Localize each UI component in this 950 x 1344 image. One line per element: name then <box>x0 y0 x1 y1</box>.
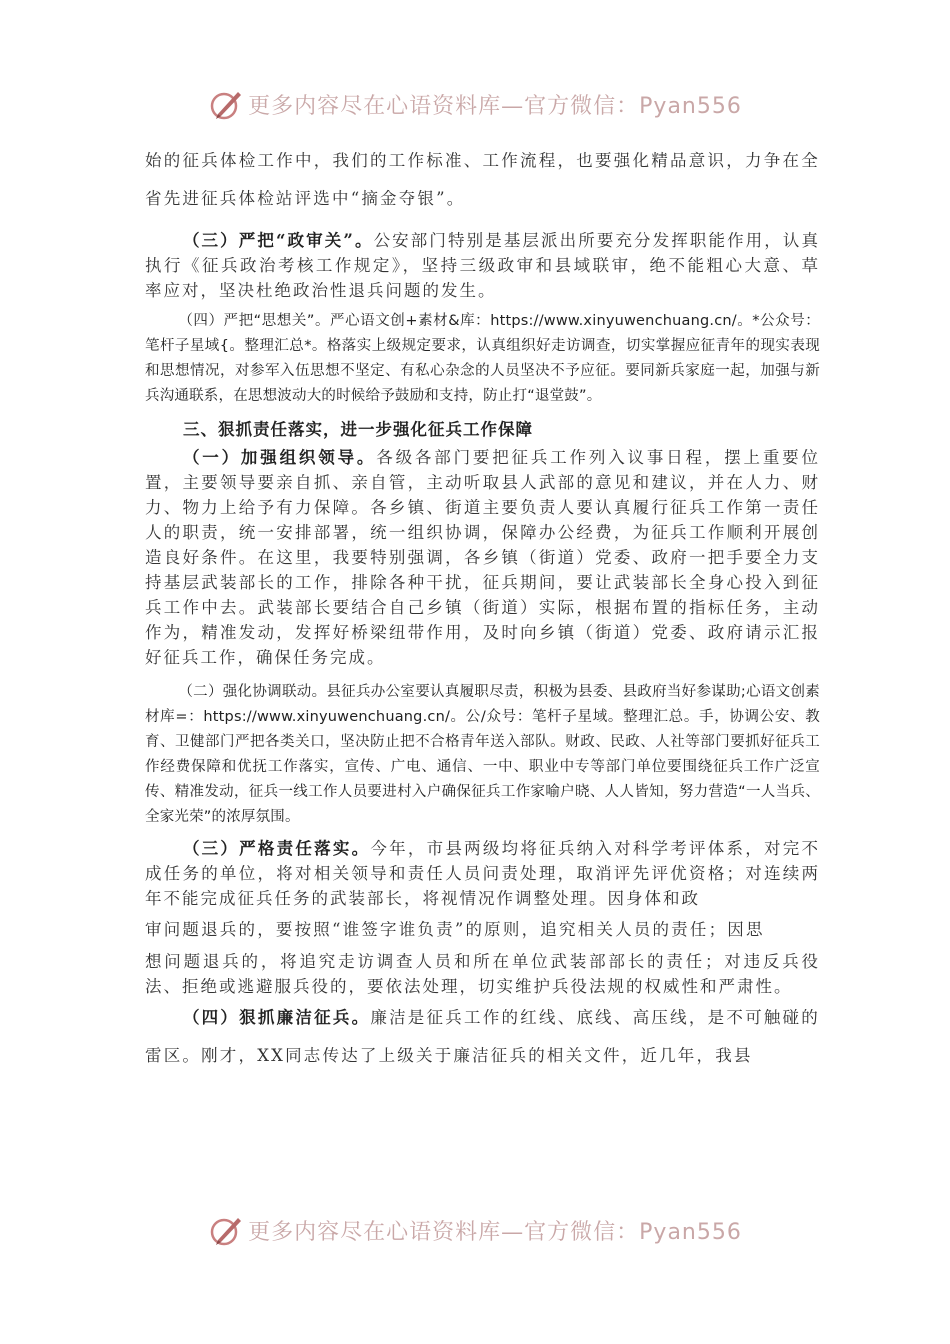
footer-watermark-banner <box>0 1208 950 1252</box>
pen-logo-icon <box>208 86 244 122</box>
pen-logo-icon <box>208 1212 244 1248</box>
watermark-text: 更多内容尽在心语资料库—官方微信：Pyan556 <box>248 93 742 119</box>
header-watermark-banner <box>0 82 950 126</box>
document-body <box>145 142 820 1075</box>
paragraph-ideology-check: （四）严把“思想关”。严心语文创+素材&库：https://www.xinyuwenchuang.cn/。*公众号：笔杆子星域{。整理汇总*。格落实上级规定要求，认真组织好走访调查，切实掌握应征青年的现实表现和思想情况，对参军入伍思想不坚定、有私心杂念的人员坚决不予应征。要同新兵家庭一起，加强与新兵沟通联系，在思想波动大的时候给予鼓励和支持，防止打“退堂鼓”。 <box>145 313 820 404</box>
paragraph-responsibility-cont2: 想问题退兵的，将追究走访调查人员和所在单位武装部部长的责任；对违反兵役法、拒绝或逃避服兵役的，要依法处理，切实维护兵役法规的权威性和严肃性。 <box>145 952 820 996</box>
paragraph-continuation: 始的征兵体检工作中，我们的工作标准、工作流程，也要强化精品意识，力争在全省先进征兵体检站评选中“摘金夺银”。 <box>145 151 820 208</box>
watermark-text: 更多内容尽在心语资料库—官方微信：Pyan556 <box>248 1219 742 1245</box>
paragraph-clean-recruitment: （四）狠抓廉洁征兵。廉洁是征兵工作的红线、底线、高压线，是不可触碰的雷区。刚才，XX同志传达了上级关于廉洁征兵的相关文件，近几年，我县 <box>145 1008 820 1065</box>
paragraph-organization-leadership: （一）加强组织领导。各级各部门要把征兵工作列入议事日程，摆上重要位置，主要领导要亲自抓、亲自管，主动听取县人武部的意见和建议，并在人力、财力、物力上给予有力保障。各乡镇、街道主要负责人要认真履行征兵工作第一责任人的职责，统一安排部署，统一组织协调，保障办公经费，为征兵工作顺利开展创造良好条件。在这里，我要特别强调，各乡镇（街道）党委、政府一把手要全力支持基层武装部长的工作，排除各种干扰，征兵期间，要让武装部长全身心投入到征兵工作中去。武装部长要结合自己乡镇（街道）实际，根据布置的指标任务，主动作为，精准发动，发挥好桥梁纽带作用，及时向乡镇（街道）党委、政府请示汇报好征兵工作，确保任务完成。 <box>145 448 821 667</box>
paragraph-coordination: （二）强化协调联动。县征兵办公室要认真履职尽责，积极为县委、县政府当好参谋助;心语文创素材库=：https://www.xinyuwenchuang.cn/。公/众号：笔杆子星域。整理汇总。手，协调公安、教育、卫健部门严把各类关口，坚决防止把不合格青年送入部队。财政、民政、人社等部门要抓好征兵工作经费保障和优抚工作落实，宣传、广电、通信、一中、职业中专等部门单位要围绕征兵工作广泛宣传、精准发动，征兵一线工作人员要进村入户确保征兵工作家喻户晓、人人皆知，努力营造“一人当兵、全家光荣”的浓厚氛围。 <box>145 684 820 825</box>
paragraph-responsibility-cont: 审问题退兵的，要按照“谁签字谁负责”的原则，追究相关人员的责任；因思 <box>145 920 765 939</box>
section-heading: 三、狠抓责任落实，进一步强化征兵工作保障 <box>183 420 533 439</box>
paragraph-political-review: （三）严把“政审关”。公安部门特别是基层派出所要充分发挥职能作用，认真执行《征兵政治考核工作规定》，坚持三级政审和县域联审，绝不能粗心大意、草率应对，坚决杜绝政治性退兵问题的发生。 <box>145 231 820 300</box>
paragraph-heading: （一）加强组织领导。 <box>182 448 377 467</box>
paragraph-heading: （四）狠抓廉洁征兵。 <box>182 1008 371 1027</box>
paragraph-responsibility: （三）严格责任落实。今年，市县两级均将征兵纳入对科学考评体系，对完不成任务的单位，将对相关领导和责任人员问责处理，取消评先评优资格；对连续两年不能完成征兵任务的武装部长，将视情况作调整处理。因身体和政 <box>145 839 821 908</box>
paragraph-heading: （三）严把“政审关”。 <box>182 231 374 250</box>
paragraph-heading: （三）严格责任落实。 <box>182 839 371 858</box>
